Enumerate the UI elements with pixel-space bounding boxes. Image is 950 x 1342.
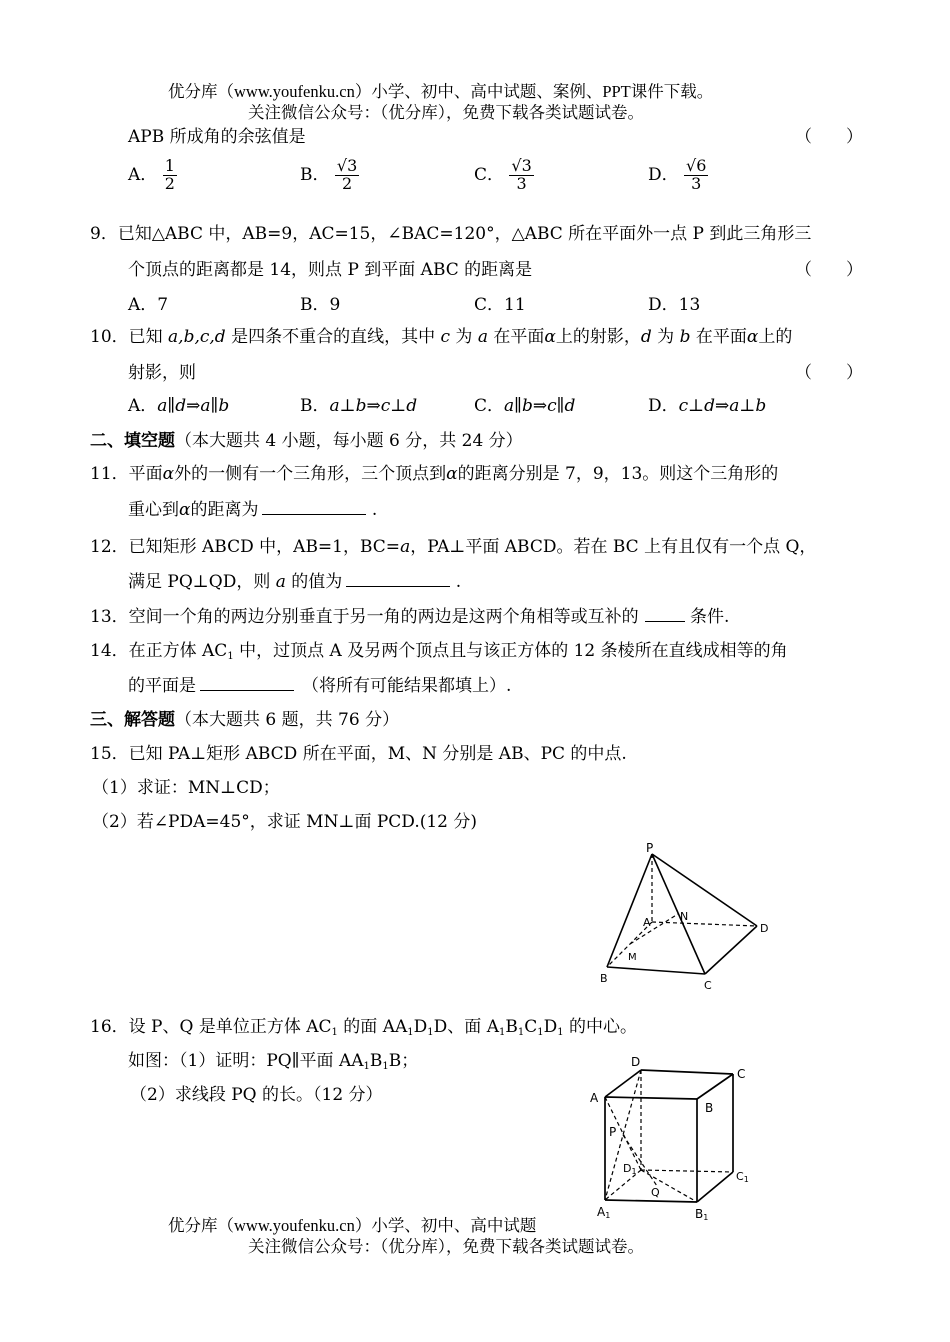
q10-num: 10．已知 [90,327,169,347]
q8-c-num: √3 [511,156,532,175]
cube-figure [585,1050,775,1220]
q16-line-2 [128,1046,418,1072]
q10-t1: 是四条不重合的直线，其中 [225,327,441,347]
edge-b1c1 [697,1172,733,1202]
q16-l1d: D、面 A [433,1017,499,1037]
label-d1-sub: 1 [631,1167,637,1176]
q8-a-den: 2 [164,173,175,193]
q10-t7: 上的 [758,327,793,347]
q10-t6: 在平面 [690,327,747,347]
q11-e: 的距离为 [190,500,259,520]
q8-option-c [474,158,534,193]
edge-ab [605,1097,697,1099]
q16-sub-i: 1 [382,1061,389,1072]
label-n: N [680,910,689,923]
label-p: P [609,1125,617,1139]
q13-text: 13．空间一个角的两边分别垂直于另一角的两边是这两个角相等或互补的 [90,607,639,627]
q8-option-a [128,158,177,193]
q11-alpha-2: α [446,464,458,484]
q10-c: c [440,327,451,347]
q16-l1a: 16．设 P、Q 是单位正方体 AC [90,1017,332,1037]
q12-line-2 [128,567,461,592]
q8-d-den: 3 [684,175,708,193]
label-c1-sub: 1 [743,1175,749,1184]
q11-answer-blank[interactable] [262,498,366,515]
q10-alpha-2: α [746,327,759,347]
q16-sub-e: 1 [517,1027,525,1038]
label-d: D [760,922,769,935]
q9-option-d: D．13 [648,295,701,315]
q8-a-num: 1 [164,156,175,175]
q10-alpha-1: α [544,327,556,347]
q12-var-a: a [400,537,411,557]
segment-pq-hidden [623,1135,657,1186]
q8-b-num: √3 [336,156,358,175]
q8-option-c-label: C． [474,164,505,185]
q12-answer-blank[interactable] [346,570,450,587]
q11-b: 外的一侧有一个三角形，三个顶点到 [174,464,447,484]
q8-option-c-fraction [509,158,533,193]
q8-b-den: 2 [335,175,359,193]
q9-option-a: A．7 [128,295,169,315]
q8-option-a-fraction [163,158,177,193]
q16-l1e: B [505,1017,518,1037]
q12-line1a: 12．已知矩形 ABCD 中，AB=1，BC= [90,537,401,557]
q16-l1g: D [543,1017,558,1037]
q8-continuation: APB 所成角的余弦值是 [128,127,306,147]
footer-line-2: 关注微信公众号：（优分库），免费下载各类试题试卷。 [248,1237,644,1256]
q10-option-d-label: D． [648,396,679,416]
label-a1-sub: 1 [605,1211,611,1220]
q9-option-b: B．9 [300,295,341,315]
header-line-2: 关注微信公众号：（优分库），免费下载各类试题试卷。 [248,103,644,122]
q10-t3: 在平面 [487,327,545,347]
footer-line-1: 优分库（www.youfenku.cn）小学、初中、高中试题 [168,1216,537,1235]
label-p: P [646,841,654,855]
edge-d1c1-hidden [641,1170,733,1172]
edge-a1b1 [605,1200,697,1202]
edge-ad [605,1070,641,1097]
q14-sub1: 1 [227,651,234,662]
q8-option-b-label: B． [300,164,330,185]
q11-line-2 [128,495,377,520]
q10-option-b-text: a⊥b⇒c⊥d [329,396,418,416]
label-c: C [737,1067,746,1081]
pyramid-figure [590,840,790,1000]
label-d1-letter: D [623,1162,632,1175]
q8-answer-paren: （ ） [795,127,863,147]
q16-line2b: B [369,1051,383,1071]
q8-c-den: 3 [509,175,533,193]
edge-cd [705,926,757,974]
q9-option-c: C．11 [474,295,526,315]
q10-option-c-text: a∥b⇒c∥d [504,396,576,416]
label-b1-sub: 1 [703,1213,709,1220]
q10-option-c-label: C． [474,396,505,416]
q11-d: 重心到 [128,500,179,520]
q10-option-a [128,391,229,416]
edge-bc [697,1074,733,1099]
section-2-desc: （本大题共 4 小题，每小题 6 分，共 24 分） [175,431,523,451]
edge-ad-hidden [652,922,757,926]
segment-mn-hidden [630,914,678,944]
q12-line1b: ，PA⊥平面 ABCD。若在 BC 上有且仅有一个点 Q， [410,537,817,557]
header-line-1: 优分库（www.youfenku.cn）小学、初中、高中试题、案例、PPT课件下载。 [168,82,714,101]
section-3-desc: （本大题共 6 题，共 76 分） [175,710,400,730]
label-m: M [628,952,637,963]
label-c: C [704,979,712,992]
q11-alpha-1: α [162,464,175,484]
q16-l1b: 的面 AA [337,1017,408,1037]
label-c1 [736,1170,749,1184]
q10-a: a [477,327,488,347]
q10-option-c [474,391,575,416]
q10-answer-paren: （ ） [795,363,863,383]
q12-var-a-2: a [275,572,286,592]
label-b: B [600,972,608,985]
section-2-title: 二、填空题 [90,431,175,451]
edge-bc [607,967,705,974]
label-a: A [643,916,651,929]
q8-option-a-label: A． [128,164,158,185]
q15-line-3: （2）若∠PDA=45°，求证 MN⊥面 PCD.(12 分) [92,812,478,832]
q9-line-1: 9．已知△ABC 中，AB=9，AC=15，∠BAC=120°，△ABC 所在平面外一点 P 到此三角形三 [90,224,812,244]
section-3-title: 三、解答题 [90,710,175,730]
q11-line-1 [90,459,778,484]
section-2-heading [90,426,523,451]
edge-dc [641,1070,733,1074]
q10-option-d-text: c⊥d⇒a⊥b [678,396,767,416]
q8-option-d-fraction [684,158,708,193]
q12-line-1 [90,532,816,557]
q11-alpha-3: α [179,500,191,520]
q10-b: b [679,327,691,347]
q15-line-1: 15．已知 PA⊥矩形 ABCD 所在平面，M、N 分别是 AB、PC 的中点. [90,744,627,764]
q15-line-2: （1）求证：MN⊥CD； [92,778,280,798]
q10-t4: 上的射影， [555,327,641,347]
q13-end: 条件. [684,607,730,627]
q10-option-a-label: A． [128,396,158,416]
label-a1 [597,1205,610,1220]
q16-sub-h: 1 [363,1061,370,1072]
q10-t2: 为 [450,327,478,347]
label-b: B [705,1101,714,1115]
q16-l1h: 的中心。 [563,1017,638,1037]
edge-pb [607,854,652,967]
q10-vars: a,b,c,d [168,327,226,347]
section-3-heading [90,705,399,730]
label-d1 [623,1162,637,1176]
q8-option-d [648,158,708,193]
q13-answer-blank[interactable] [645,605,685,622]
q10-option-b [300,391,417,416]
q16-line-1 [90,1012,637,1038]
q12-line2b: 的值为 [285,572,343,592]
q10-option-d [648,391,766,416]
label-a1-letter: A [597,1205,606,1219]
q8-option-b-fraction [335,158,359,193]
diag-d1b1-hidden [641,1170,697,1202]
q16-sub-g: 1 [557,1027,564,1038]
q12-end: . [450,572,462,592]
q16-line-3: （2）求线段 PQ 的长。（12 分） [130,1085,383,1105]
q10-t5: 为 [651,327,680,347]
q9-answer-paren: （ ） [795,260,863,280]
q14-line1b: 中，过顶点 A 及另两个顶点且与该正方体的 12 条棱所在直线成相等的角 [233,641,788,661]
q11-c: 的距离分别是 7，9，13。则这个三角形的 [457,464,779,484]
q10-line-1 [90,322,792,347]
label-d: D [631,1055,641,1069]
q16-l1f: C [524,1017,538,1037]
q13-line [90,602,729,627]
q16-line2a: 如图：（1）证明：PQ∥平面 AA [128,1051,364,1071]
q16-l1c: D [413,1017,428,1037]
label-c1-letter: C [736,1170,744,1183]
q9-line-2: 个顶点的距离都是 14，则点 P 到平面 ABC 的距离是 [128,260,533,280]
q14-line2a: 的平面是 [128,676,196,696]
label-a: A [590,1091,599,1105]
q10-option-b-label: B． [300,396,330,416]
q11-a: 11．平面 [90,464,163,484]
q10-line-2: 射影，则 [128,363,196,383]
q16-sub-f: 1 [537,1027,544,1038]
q8-option-b [300,158,359,193]
label-b1 [695,1207,708,1220]
q14-answer-blank[interactable] [200,674,294,691]
q10-option-a-text: a∥d⇒a∥b [157,396,230,416]
q8-d-num: √6 [686,156,707,175]
q16-sub-c: 1 [427,1027,434,1038]
q12-line2a: 满足 PQ⊥QD，则 [128,572,276,592]
q11-end: . [366,500,378,520]
q16-line2c: B； [388,1051,419,1071]
label-q: Q [651,1186,660,1199]
q16-sub-a: 1 [331,1027,338,1038]
q14-line-2 [128,671,511,696]
q14-line1a: 14．在正方体 AC [90,641,228,661]
q14-line-1 [90,636,788,662]
q10-d: d [640,327,652,347]
q16-sub-d: 1 [498,1027,506,1038]
q16-sub-b: 1 [407,1027,414,1038]
label-b1-letter: B [695,1207,704,1220]
q14-line2b: （将所有可能结果都填上）. [302,676,512,696]
q8-option-d-label: D． [648,164,679,185]
